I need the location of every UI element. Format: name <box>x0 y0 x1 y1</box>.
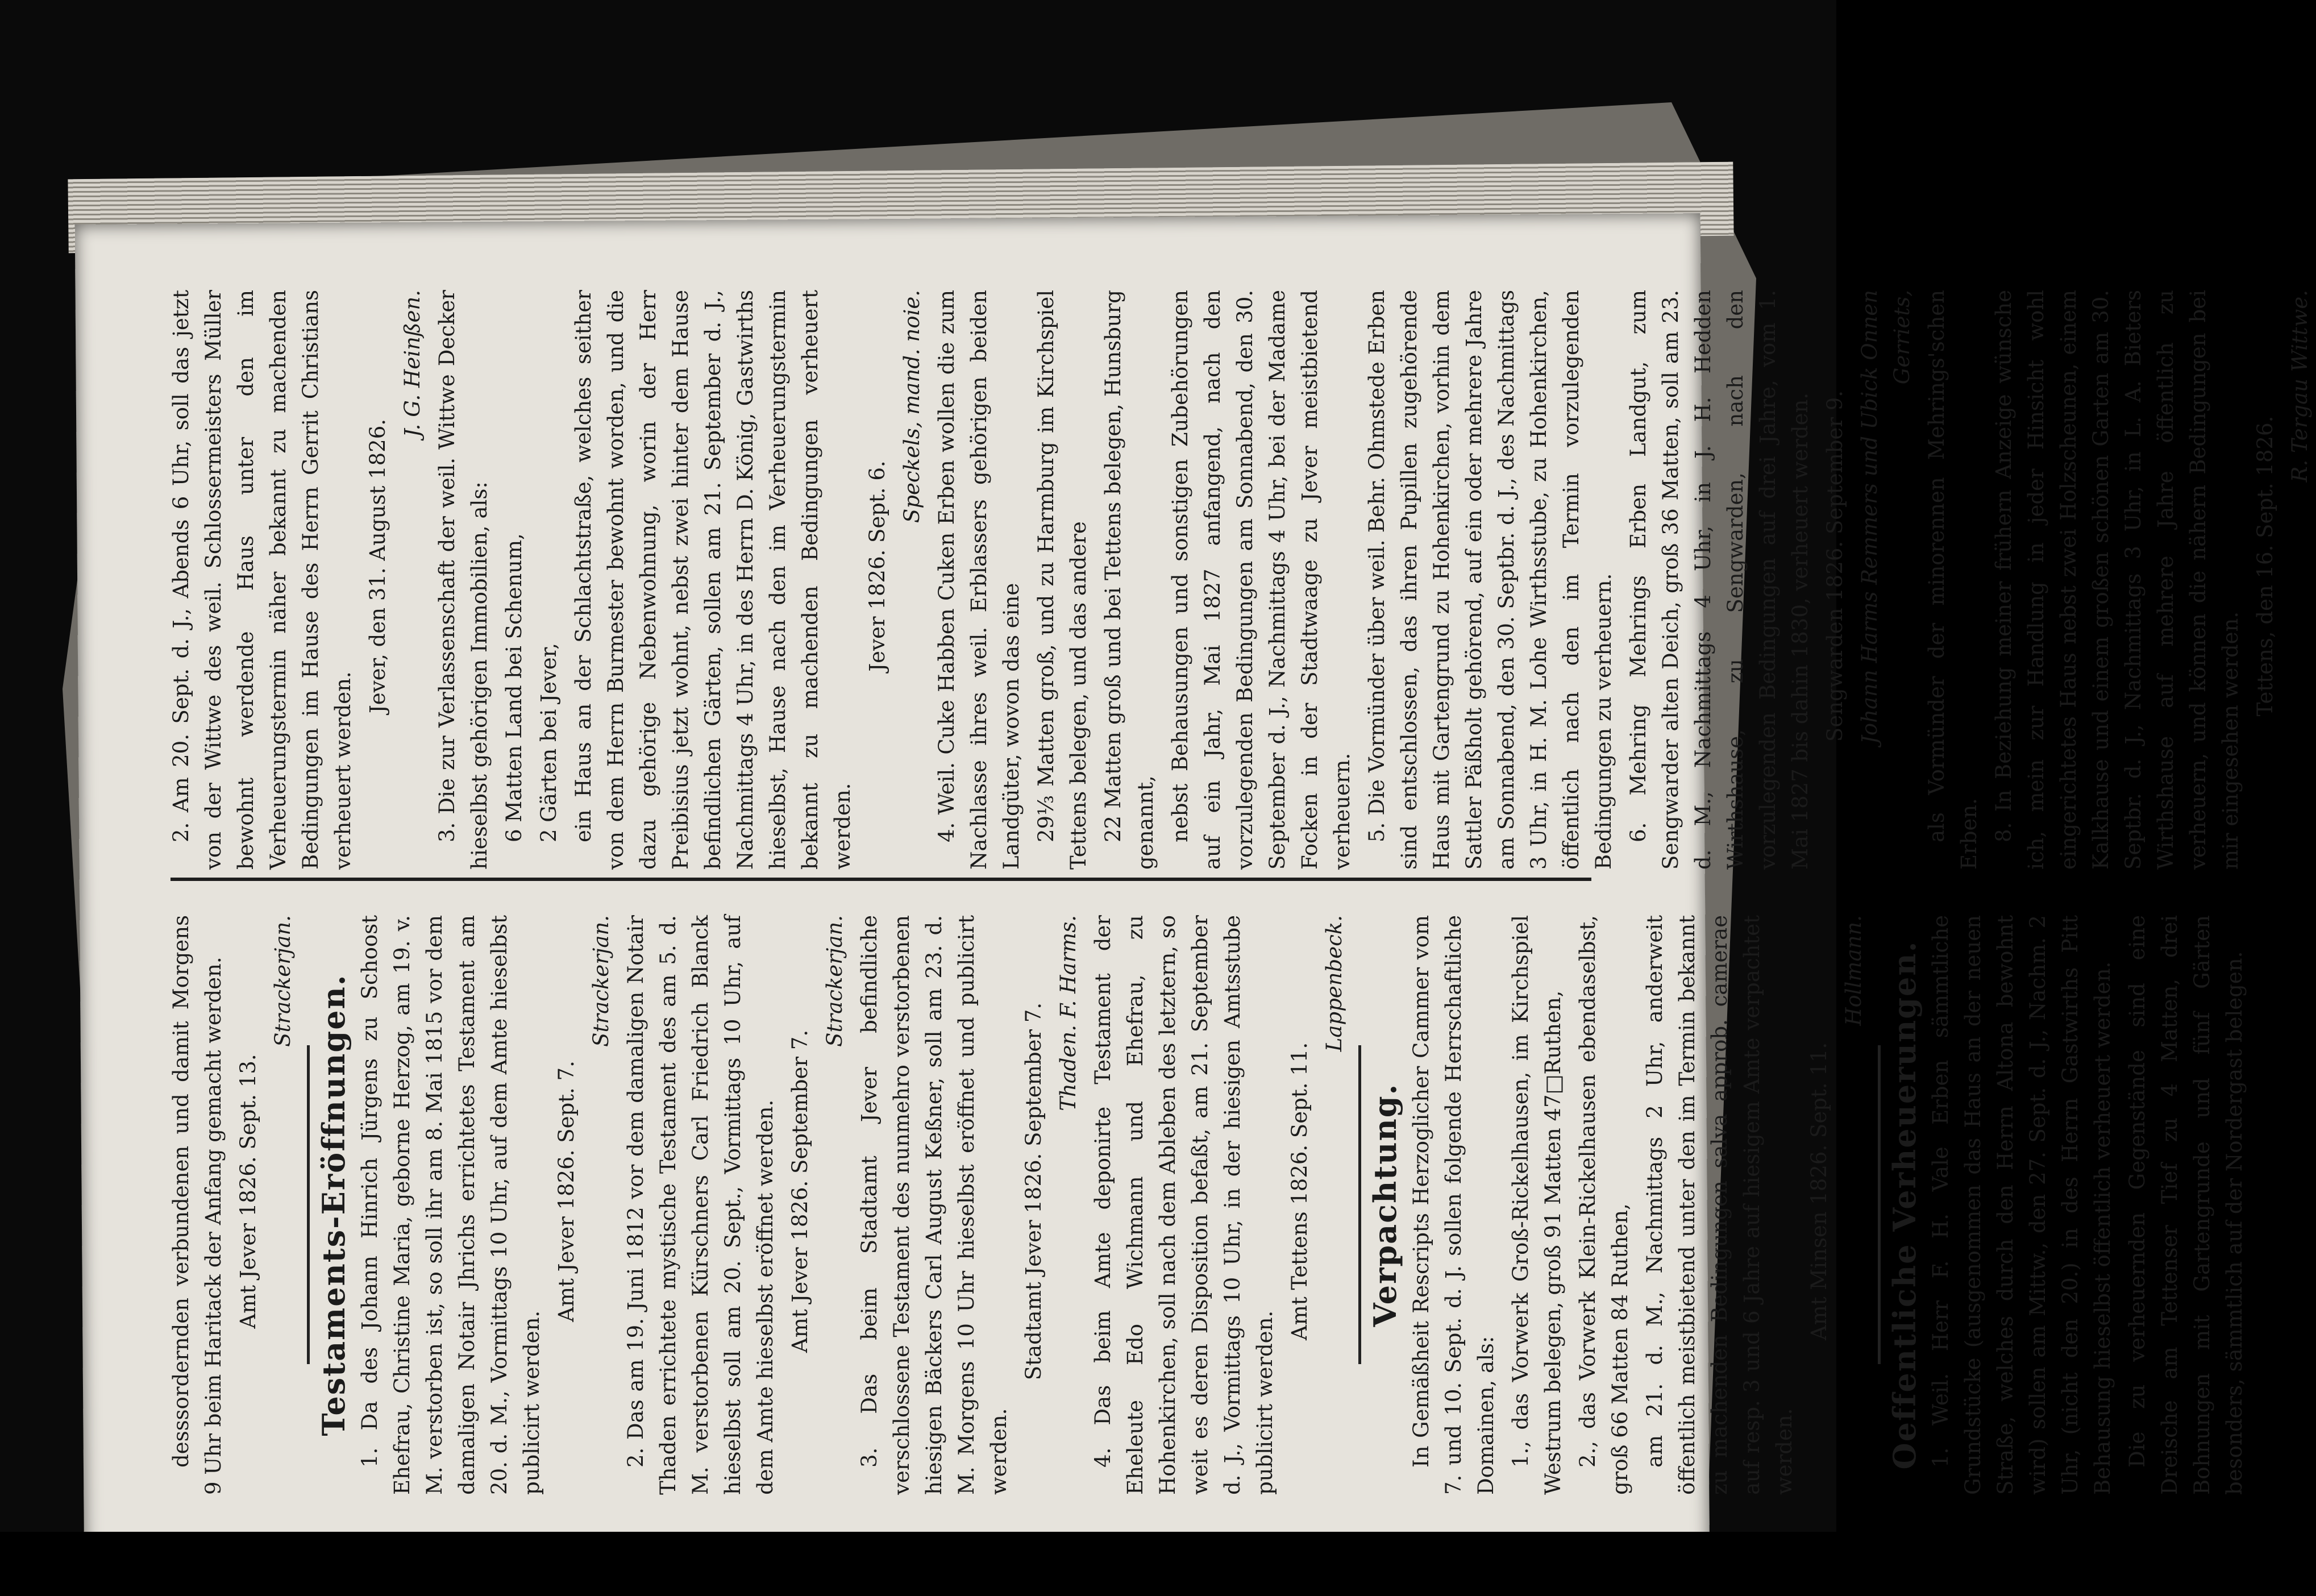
notice-paragraph: 2. Am 20. Sept. d. J., Abends 6 Uhr, soll das jetzt von der Wittwe des weil. Schlossermeisters Müller bewohnt werdende Haus unter den im Verheuerungstermin näher bekannt zu machenden Bedingungen im Hause des Herrn Gerrit Christians verheuert werden. <box>169 290 355 870</box>
notice-paragraph: 1. Weil. Herr F. H. Vale Erben sämmtliche Grundstücke (ausgenommen das Haus an der neuen Straße, welches durch den Herrn Altona bewohnt wird) sollen am Mittw., den 27. Sept. d. J., Nachm. 2 Uhr, (nicht den 20.) in des Herrn Gastwirths Pitt Behausung hieselbst öffentlich verheuert werden. <box>1928 915 2115 1495</box>
notice-paragraph: nebst Behausungen und sonstigen Zubehörungen auf ein Jahr, Mai 1827 anfangend, nach den vorzulegenden Bedingungen am Sonnabend, den 30. September d. J., Nachmittags 4 Uhr, bei der Madame Focken in der Stadtwaage zu Jever meistbietend verheuern. <box>1168 290 1354 870</box>
column-divider <box>171 878 1591 881</box>
notice-paragraph: 2 Gärten bei Jever, <box>537 642 561 842</box>
notice-signature: Speckels, mand. noie. <box>900 290 924 523</box>
notice-paragraph: 2. Das am 19. Juni 1812 vor dem damaligen Notair Thaden errichtete mystische Testament des am 5. d. M. verstorbenen Kürschners Carl Friedrich Blanck hieselbst soll am 20. Sept., Vormittags 10 Uhr, auf dem Amte hieselbst eröffnet werden. <box>623 915 777 1495</box>
notice-date: Sengwarden 1826. September 9. <box>1823 390 1847 742</box>
notice-date: Jever 1826. Sept. 6. <box>865 460 889 672</box>
section-heading: Oeffentliche Verheuerungen. <box>1886 940 1923 1470</box>
section-rule <box>307 1046 310 1365</box>
notice-paragraph: 4. Das beim Amte deponirte Testament der Eheleute Edo Wichmann und Ehefrau, zu Hohenkirchen, soll nach dem Ableben des letztern, so weit es deren Disposition befaßt, am 21. September d. J., Vormittags 10 Uhr, in der hiesigen Amtsstube publicirt werden. <box>1091 915 1277 1495</box>
notice-date: Jever, den 31. August 1826. <box>365 418 390 714</box>
notice-paragraph: 22 Matten groß und bei Tettens belegen, Hunsburg genannt, <box>1101 290 1158 870</box>
section-heading: Verpachtung. <box>1367 1083 1403 1327</box>
notice-date: Amt Tettens 1826. Sept. 11. <box>1287 1042 1312 1341</box>
rotated-page-content <box>148 239 2312 1518</box>
left-column <box>148 892 2247 1518</box>
notice-paragraph: Die zu verheuernden Gegenstände sind eine Dreische am Tettenser Tief zu 4 Matten, drei Bohnungen mit Gartengrunde und fünf Gärten besonders, sämmtlich auf der Nordergast belegen. <box>2125 915 2247 1495</box>
right-column <box>148 267 2312 892</box>
notice-date: Amt Jever 1826. Sept. 13. <box>236 1054 260 1329</box>
section-heading: Testaments-Eröffnungen. <box>315 974 352 1436</box>
notice-paragraph: desssordernden verbundenen und damit Morgens 9 Uhr beim Haritack der Anfang gemacht werden. <box>169 915 226 1495</box>
notice-paragraph: 1. Da des Johann Hinrich Jürgens zu Schoost Ehefrau, Christine Maria, geborne Herzog, am 19. v. M. verstorben ist, so soll ihr am 8. Mai 1815 vor dem damaligen Notair Jhrichs errichtetes Testament am 20. d. M., Vormittags 10 Uhr, auf dem Amte hieselbst publicirt werden. <box>357 915 544 1495</box>
notice-signature: Strackerjan. <box>589 915 613 1047</box>
notice-paragraph: 4. Weil. Cuke Habben Cuken Erben wollen die zum Nachlasse ihres weil. Erblassers gehörigen beiden Landgüter, wovon das eine <box>934 290 1024 870</box>
scan-bottom-margin <box>0 1532 1836 1596</box>
notice-signature: Strackerjan. <box>271 915 295 1047</box>
notice-paragraph: 3. Das beim Stadtamt Jever befindliche verschlossene Testament des nunmehro verstorbenen hiesigen Bäckers Carl August Keßner, soll am 23. d. M. Morgens 10 Uhr hieselbst eröffnet und publicirt werden. <box>857 915 1011 1495</box>
notice-signature: Lappenbeck. <box>1322 915 1346 1052</box>
notice-paragraph: In Gemäßheit Rescripts Herzoglicher Cammer vom 7. und 10. Sept. d. J. sollen folgende Herrschaftliche Domainen, als: <box>1409 915 1498 1495</box>
notice-signature: Thaden. F. Harms. <box>1056 915 1080 1111</box>
notice-paragraph: 2., das Vorwerk Klein-Rickelhausen ebendaselbst, groß 66 Matten 84 Ruthen, <box>1575 915 1632 1495</box>
notice-date: Amt Minsen 1826. Sept. 11. <box>1807 1042 1831 1341</box>
notice-date: Tettens, den 16. Sept. 1826. <box>2253 415 2277 717</box>
notice-signature: Johann Harms Remmers und Ubick Onnen Gerriets, <box>1857 290 1914 744</box>
section-rule <box>1878 1046 1881 1365</box>
notice-signature: Hollmann. <box>1841 915 1866 1026</box>
notice-date: Amt Jever 1826. September 7. <box>788 1029 812 1353</box>
notice-paragraph: 6 Matten Land bei Schenum, <box>502 533 526 842</box>
notice-signature: Strackerjan. <box>822 915 847 1047</box>
notice-paragraph: ein Haus an der Schlachtstraße, welches seither von dem Herrn Burmester bewohnt worden, und die dazu gehörige Nebenwohnung, worin der Herr Preibisius jetzt wohnt, nebst zwei hinter dem Hause befindlichen Gärten, sollen am 21. September d. J., Nachmittags 4 Uhr, in des Herrn D. König, Gastwirths hieselbst, Hause nach den im Verheuerungstermin bekannt zu machenden Bedingungen verheuert werden. <box>571 290 855 870</box>
notice-date: Amt Jever 1826. Sept. 7. <box>554 1061 579 1322</box>
notice-paragraph: 1., das Vorwerk Groß-Rickelhausen, im Kirchspiel Westrum belegen, groß 91 Matten 47□Ruthen, <box>1508 915 1565 1495</box>
notice-paragraph: 5. Die Vormünder über weil. Behr. Ohmstede Erben sind entschlossen, das ihren Pupillen zugehörende Haus mit Gartengrund zu Hohenkirchen, vorhin dem Sattler Päßholt gehörend, auf ein oder mehrere Jahre am Sonnabend, den 30. Septbr. d. J., des Nachmittags 3 Uhr, in H. M. Lohe Wirthsstube, zu Hohenkirchen, öffentlich nach den im Termin vorzulegenden Bedingungen zu verheuern. <box>1365 290 1616 870</box>
notice-paragraph: am 21. d. M., Nachmittags 2 Uhr, anderweit öffentlich meistbietend unter den im Termin bekannt zu machenden Bedingungen salva approb. camerae auf resp. 3 und 6 Jahre auf hiesigem Amte verpachtet werden. <box>1643 915 1797 1495</box>
notice-signature: R. Tergau Wittwe. <box>2288 290 2312 483</box>
notice-paragraph: 8. In Beziehung meiner frühern Anzeige wünsche ich, mein zur Handlung in jeder Hinsicht wohl eingerichtetes Haus nebst zwei Holzscheunen, einem Kalkhause und einem großen schönen Garten am 30. Septbr. d. J., Nachmittags 3 Uhr, in L. A. Bieters Wirthshause auf mehrere Jahre öffentlich zu verheuern, und können die nähern Bedingungen bei mir eingesehen werden. <box>1991 290 2243 870</box>
notice-signature: J. G. Heinßen. <box>400 290 425 438</box>
notice-paragraph: 3. Die zur Verlassenschaft der weil. Wittwe Decker hieselbst gehörigen Immobilien, als: <box>435 290 492 870</box>
section-rule <box>1358 1046 1361 1365</box>
notice-paragraph: als Vormünder der minorennen Mehrings'schen Erben. <box>1924 290 1981 870</box>
notice-paragraph: 29⅓ Matten groß, und zu Harmburg im Kirchspiel Tettens belegen, und das andere <box>1034 290 1091 870</box>
notice-date: Stadtamt Jever 1826. September 7. <box>1021 1002 1046 1381</box>
notice-paragraph: 6. Mehring Mehrings Erben Landgut, zum Sengwarder alten Deich, groß 36 Matten, soll am 23. d. M., Nachmittags 4 Uhr, in J. H. Hedden Wirthshause, zu Sengwarden, nach den vorzulegenden Bedingungen auf drei Jahre, vom 1. Mai 1827 bis dahin 1830, verheuert werden. <box>1626 290 1812 870</box>
